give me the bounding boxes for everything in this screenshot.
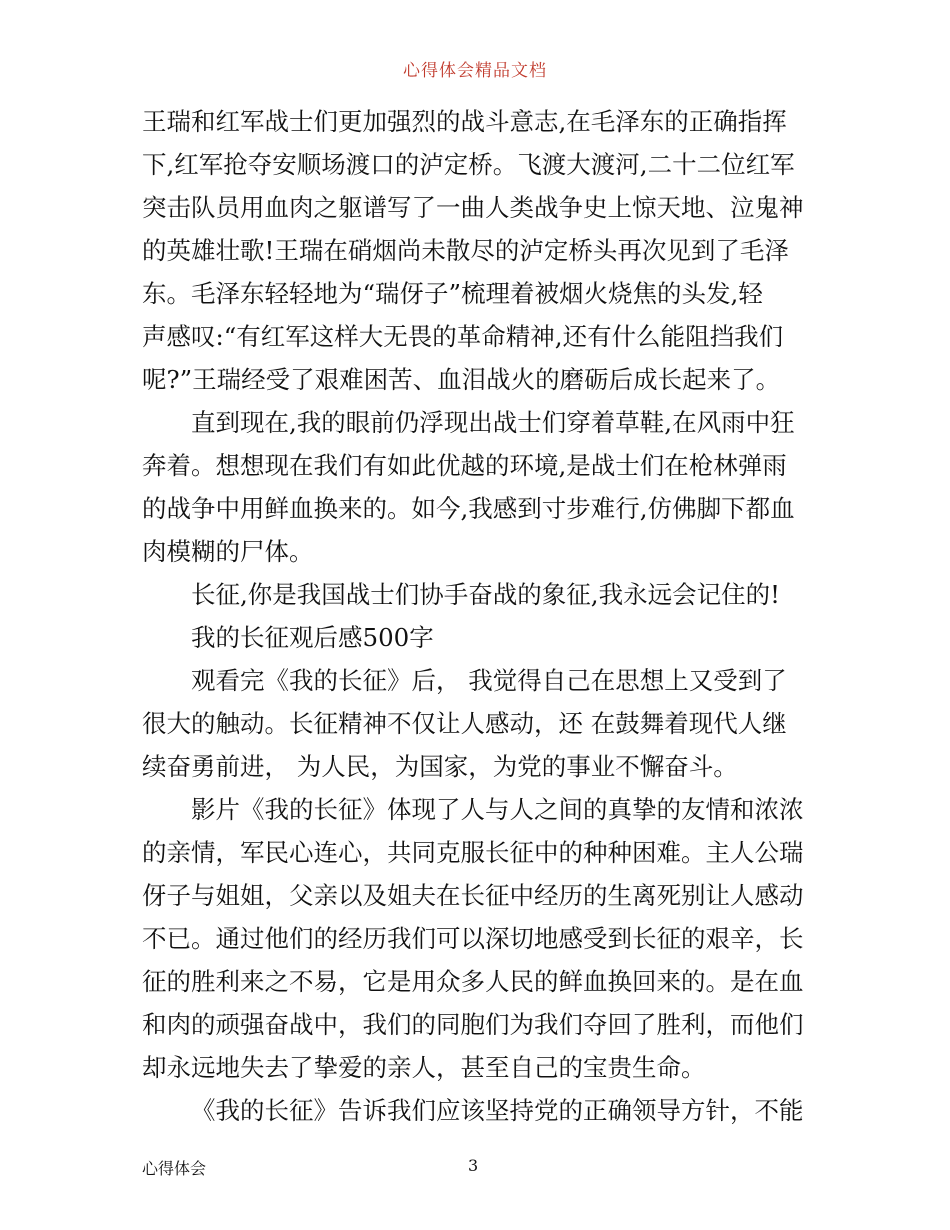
text-line: 伢子与姐姐，父亲以及姐夫在长征中经历的生离死别让人感动: [142, 881, 804, 910]
text-line: 东。毛泽东轻轻地为“瑞伢子”梳理着被烟火烧焦的头发,轻: [142, 279, 763, 308]
footer-label: 心得体会: [142, 1159, 207, 1178]
text-line: 影片《我的长征》体现了人与人之间的真挚的友情和浓浓: [191, 795, 804, 824]
text-line: 王瑞和红军战士们更加强烈的战斗意志,在毛泽东的正确指挥: [142, 107, 787, 136]
text-line: 却永远地失去了挚爱的亲人，甚至自己的宝贵生命。: [142, 1053, 706, 1082]
text-line: 长征,你是我国战士们协手奋战的象征,我永远会记住的!: [191, 580, 780, 609]
text-line: 突击队员用血肉之躯谱写了一曲人类战争史上惊天地、泣鬼神: [142, 193, 804, 222]
text-line: 不已。通过他们的经历我们可以深切地感受到长征的艰辛，长: [142, 924, 804, 953]
text-line: 我的长征观后感500字: [191, 623, 434, 652]
text-line: 《我的长征》告诉我们应该坚持党的正确领导方针，不能: [191, 1096, 804, 1125]
text-line: 续奋勇前进， 为人民，为国家，为党的事业不懈奋斗。: [142, 752, 738, 781]
text-line: 下,红军抢夺安顺场渡口的泸定桥。飞渡大渡河,二十二位红军: [142, 150, 795, 179]
text-line: 奔着。想想现在我们有如此优越的环境,是战士们在枪林弹雨: [142, 451, 787, 480]
text-line: 声感叹:“有红军这样大无畏的革命精神,还有什么能阻挡我们: [142, 322, 784, 351]
text-line: 很大的触动。长征精神不仅让人感动，还 在鼓舞着现代人继: [142, 709, 787, 738]
text-line: 的英雄壮歌!王瑞在硝烟尚未散尽的泸定桥头再次见到了毛泽: [142, 236, 789, 265]
text-line: 和肉的顽强奋战中，我们的同胞们为我们夺回了胜利，而他们: [142, 1010, 804, 1039]
document-body: [142, 100, 812, 1132]
page-header-title: 心得体会精品文档: [403, 61, 547, 81]
text-line: 呢?”王瑞经受了艰难困苦、血泪战火的磨砺后成长起来了。: [142, 365, 781, 394]
text-line: 征的胜利来之不易，它是用众多人民的鲜血换回来的。是在血: [142, 967, 804, 996]
text-line: 肉模糊的尸体。: [142, 537, 314, 566]
page-number: 3: [468, 1156, 479, 1175]
text-line: 直到现在,我的眼前仍浮现出战士们穿着草鞋,在风雨中狂: [191, 408, 795, 437]
text-line: 的战争中用鲜血换来的。如今,我感到寸步难行,仿佛脚下都血: [142, 494, 795, 523]
text-line: 的亲情，军民心连心，共同克服长征中的种种困难。主人公瑞: [142, 838, 804, 867]
text-line: 观看完《我的长征》后， 我觉得自己在思想上又受到了: [191, 666, 787, 695]
